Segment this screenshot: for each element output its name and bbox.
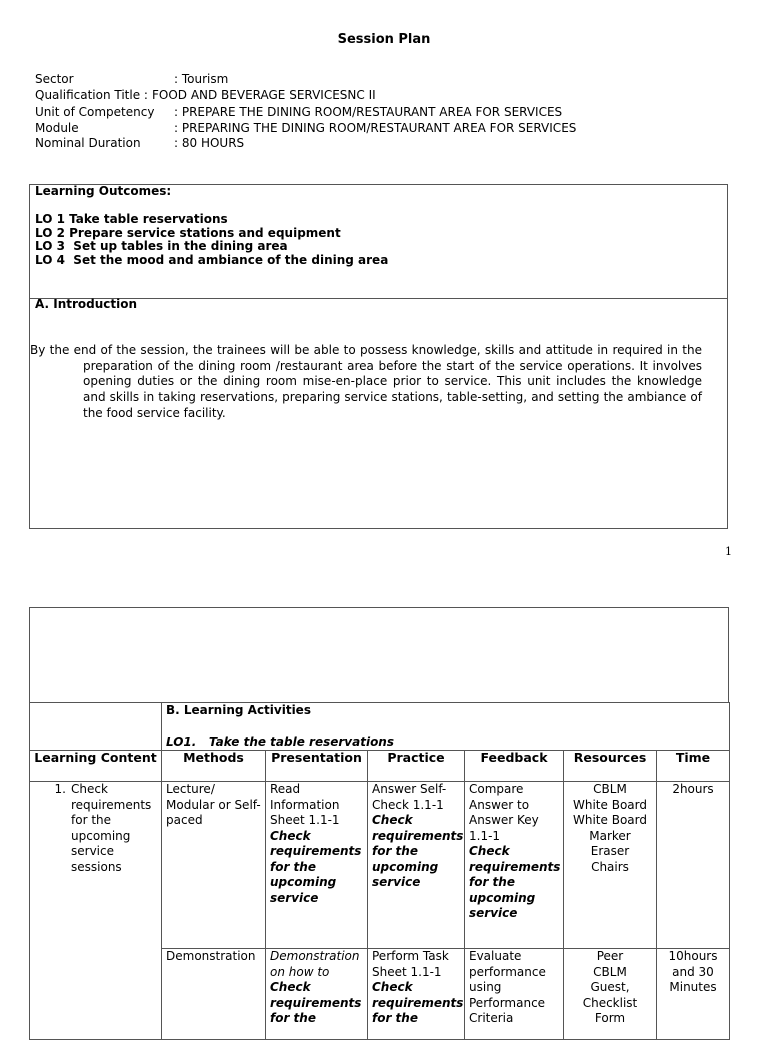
presentation-topic: Check requirements for the upcoming service: [270, 828, 362, 905]
learning-activities-heading: B. Learning Activities: [166, 703, 311, 717]
col-header-methods: Methods: [162, 751, 266, 782]
document-title: Session Plan: [337, 32, 431, 47]
resource-item: White Board Marker: [573, 813, 647, 843]
learning-outcome-item: LO 1 Take table reservations: [35, 212, 228, 226]
presentation-text: Demonstration on how to: [270, 949, 360, 979]
col-header-practice: Practice: [368, 751, 465, 782]
col-header-presentation: Presentation: [266, 751, 368, 782]
plan-info: [35, 72, 735, 152]
learning-activities-table: [29, 702, 730, 1040]
time-value: 10hours and 30 Minutes: [668, 949, 718, 994]
practice-text: Perform Task Sheet 1.1-1: [372, 949, 449, 979]
method-cell: [162, 949, 266, 1040]
column-header-row: [30, 751, 730, 782]
resource-item: Form: [594, 1011, 626, 1025]
module-value: : PREPARING THE DINING ROOM/RESTAURANT AREA FOR SERVICES: [174, 120, 577, 135]
learning-outcomes-list: [35, 213, 388, 267]
duration-value: : 80 HOURS: [174, 136, 245, 150]
practice-topic: Check requirements for the upcoming service: [372, 813, 464, 889]
blank-cell: [30, 703, 162, 751]
practice-topic: Check requirements for the: [372, 980, 464, 1025]
resource-item: Checklist: [582, 995, 638, 1010]
presentation-cell: [266, 782, 368, 949]
method-cell: [162, 782, 266, 949]
practice-cell: [368, 949, 465, 1040]
presentation-text: Read Information Sheet 1.1-1: [270, 782, 340, 827]
resource-item: CBLM: [593, 964, 627, 979]
table-row: [30, 782, 730, 949]
qualification-row: [35, 88, 735, 104]
resource-item: Peer: [596, 949, 624, 963]
feedback-cell: [465, 949, 564, 1040]
resource-item: Eraser: [590, 844, 630, 858]
activities-top-box: [29, 607, 729, 702]
qualification-label: Qualification Title :: [35, 87, 148, 102]
page-number: 1: [725, 545, 732, 558]
col-header-time: Time: [657, 751, 730, 782]
method-text: Demonstration: [166, 949, 256, 963]
resource-item: Chairs: [591, 859, 629, 874]
introduction-heading: A. Introduction: [35, 297, 138, 311]
col-header-feedback: Feedback: [465, 751, 564, 782]
sector-value: : Tourism: [174, 72, 229, 86]
learning-content-text: Check requirements for the upcoming service sessions: [71, 782, 152, 874]
practice-text: Answer Self-Check 1.1-1: [372, 782, 447, 812]
time-cell: [657, 782, 730, 949]
feedback-text: Evaluate performance using Performance Criteria: [469, 949, 546, 1025]
time-value: 2hours: [672, 782, 714, 796]
presentation-cell: [266, 949, 368, 1040]
col-header-resources: Resources: [564, 751, 657, 782]
unit-value: : PREPARE THE DINING ROOM/RESTAURANT AREA FOR SERVICES: [174, 105, 563, 119]
method-text: Lecture/ Modular or Self-paced: [166, 782, 261, 827]
introduction-text: By the end of the session, the trainees will be able to possess knowledge, skills and attitude in required in the preparation of the dining room /restaurant area before the start of the service operations. It involves opening duties or the dining room mise-en-place prior to service. This unit includes the knowledge and skills in taking reservations, preparing service stations, table-setting, and setting the ambiance of the food service facility.: [30, 343, 702, 420]
sector-label: Sector: [35, 72, 74, 86]
feedback-text: Compare Answer to Answer Key 1.1-1: [469, 782, 539, 843]
qualification-value: FOOD AND BEVERAGE SERVICESNC II: [151, 87, 376, 102]
learning-outcomes-heading: Learning Outcomes:: [35, 184, 172, 198]
duration-label: Nominal Duration: [35, 136, 141, 150]
col-header-learning-content: Learning Content: [30, 751, 162, 782]
feedback-topic: Check requirements for the upcoming service: [469, 844, 561, 920]
duration-row: [35, 136, 735, 152]
resource-item: CBLM: [593, 782, 627, 796]
feedback-cell: [465, 782, 564, 949]
module-label: Module: [35, 120, 79, 135]
unit-label: Unit of Competency: [35, 105, 155, 119]
learning-outcome-item: LO 4 Set the mood and ambiance of the dining area: [35, 252, 389, 267]
practice-cell: [368, 782, 465, 949]
learning-content-item: [30, 782, 157, 875]
learning-content-cell: [30, 782, 162, 1040]
resource-item: White Board: [573, 797, 647, 812]
learning-outcome-item: LO 3 Set up tables in the dining area: [35, 239, 288, 253]
resource-item: Guest,: [590, 980, 630, 994]
learning-outcome-item: LO 2 Prepare service stations and equipment: [35, 225, 341, 240]
presentation-topic: Check requirements for the: [270, 980, 362, 1025]
module-row: [35, 121, 735, 137]
resources-cell: [564, 949, 657, 1040]
learning-content-number: 1.: [54, 782, 66, 796]
time-cell: [657, 949, 730, 1040]
activities-heading-row: [30, 703, 730, 751]
lo1-title: LO1. Take the table reservations: [166, 734, 394, 749]
sector-row: [35, 72, 735, 88]
unit-row: [35, 105, 735, 121]
resources-cell: [564, 782, 657, 949]
activities-heading-cell: [162, 703, 730, 751]
